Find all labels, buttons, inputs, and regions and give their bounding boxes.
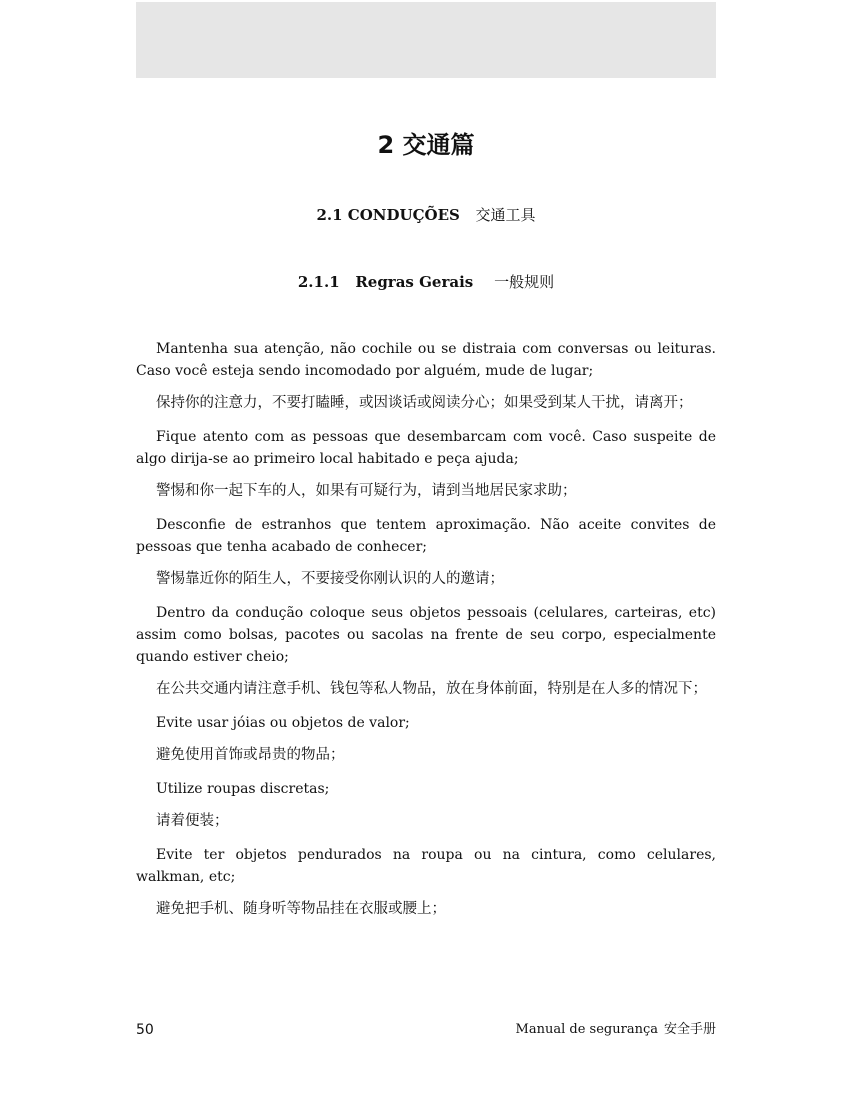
section-title-pt: CONDUÇÕES [347,206,460,224]
subsection-number: 2.1.1 [297,273,340,291]
running-title-pt: Manual de segurança [515,1022,658,1037]
page-footer [136,1020,716,1040]
paragraph-zh: 在公共交通内请注意手机、钱包等私人物品，放在身体前面，特别是在人多的情况下； [156,681,707,697]
header-band [136,2,716,78]
paragraph-pt: Dentro da condução coloque seus objetos pessoais (celulares, carteiras, etc) assim como bolsas, pacotes ou sacolas na frente de seu corpo, especialmente quando estiver cheio; [136,605,716,665]
subsection-title-zh: 一般规则 [494,273,555,291]
section-title-zh: 交通工具 [475,206,536,224]
subsection-heading [136,271,716,293]
paragraph-zh: 避免把手机、随身听等物品挂在衣服或腰上； [156,901,446,917]
subsection-title-pt: Regras Gerais [355,273,474,291]
paragraph-zh: 避免使用首饰或昂贵的物品； [156,747,345,763]
paragraph-pt: Utilize roupas discretas; [156,781,330,797]
page-number: 50 [136,1022,154,1038]
paragraph-pt: Fique atento com as pessoas que desembarcam com você. Caso suspeite de algo dirija-se ao primeiro local habitado e peça ajuda; [136,429,716,467]
paragraph-pt: Evite ter objetos pendurados na roupa ou na cintura, como celulares, walkman, etc; [136,847,716,885]
paragraph-zh: 请着便装； [156,813,229,829]
running-title [516,1020,716,1040]
chapter-title: 2 交通篇 [377,131,475,159]
paragraph-zh: 警惕和你一起下车的人，如果有可疑行为，请到当地居民家求助； [156,483,577,499]
section-heading [136,204,716,226]
paragraph-pt: Desconfie de estranhos que tentem aproximação. Não aceite convites de pessoas que tenha acabado de conhecer; [136,517,716,555]
paragraph-zh: 保持你的注意力，不要打瞌睡，或因谈话或阅读分心；如果受到某人干扰，请离开； [156,395,693,411]
paragraph-pt: Evite usar jóias ou objetos de valor; [156,715,410,731]
running-title-zh: 安全手册 [663,1022,716,1037]
section-number: 2.1 [316,206,343,224]
paragraph-pt: Mantenha sua atenção, não cochile ou se distraia com conversas ou leituras. Caso você esteja sendo incomodado por alguém, mude de lugar; [136,341,716,379]
paragraph-zh: 警惕靠近你的陌生人，不要接受你刚认识的人的邀请； [156,571,504,587]
body-text [136,338,716,932]
